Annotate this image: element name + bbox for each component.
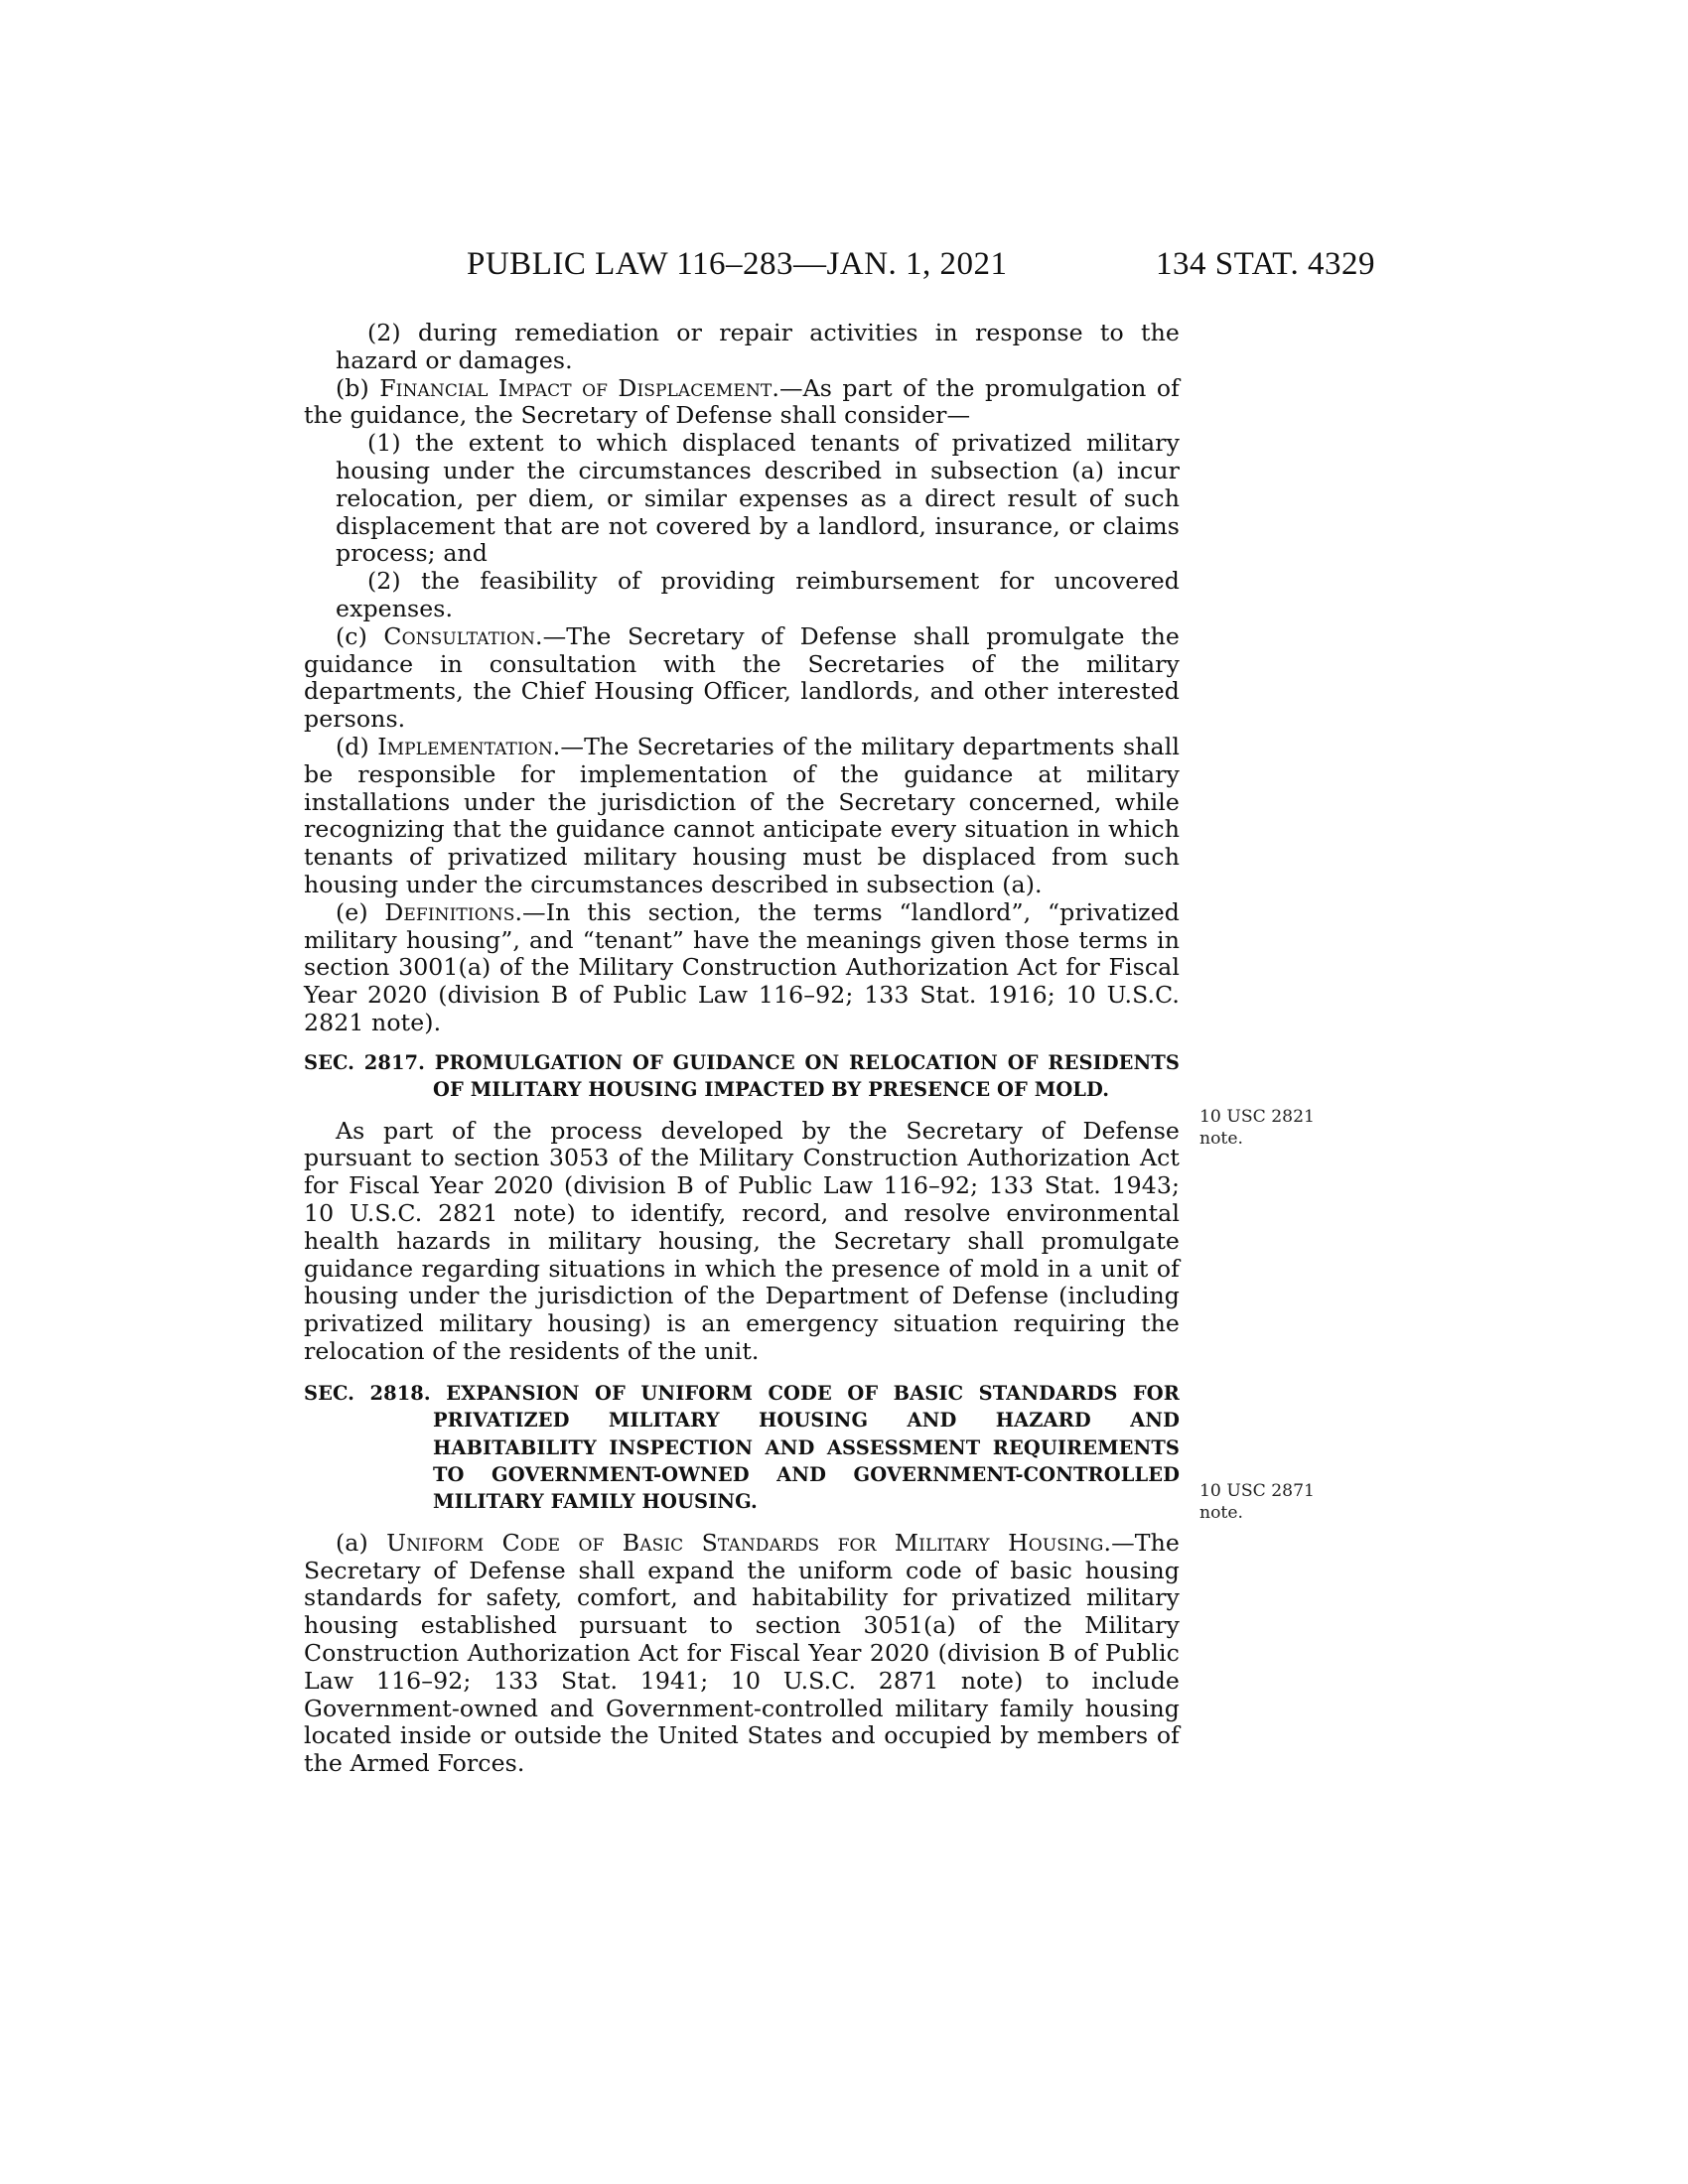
paragraph-d: [304, 734, 1180, 899]
paragraph-b2-text: (2) the feasibility of providing reimbursement for uncovered expenses.: [336, 567, 1180, 622]
paragraph-e-heading: Definitions: [384, 897, 515, 926]
paragraph-d-num: (d): [336, 732, 378, 760]
margin-note-2818-line2: note.: [1199, 1503, 1243, 1523]
margin-note-2817-line1: 10 USC 2821: [1199, 1107, 1315, 1127]
header-title: PUBLIC LAW 116–283—JAN. 1, 2021: [467, 246, 1008, 282]
main-text-column: [304, 320, 1180, 1778]
header-stat-page: 134 STAT. 4329: [1155, 246, 1375, 282]
paragraph-b1-text: (1) the extent to which displaced tenants of privatized military housing under the circumstances described in subsection (a) incur relocation, per diem, or similar expenses as a direct result of such displacement that are not covered by a landlord, insurance, or claims process; and: [336, 429, 1180, 568]
paragraph-d-text: .—The Secretaries of the military departments shall be responsible for implementation of the guidance at military installations under the jurisdiction of the Secretary concerned, while recognizing that the guidance cannot anticipate every situation in which tenants of privatized military housing must be displaced from such housing under the circumstances described in subsection (a).: [304, 732, 1180, 898]
paragraph-b1: [304, 430, 1180, 568]
paragraph-c-heading: Consultation: [383, 621, 535, 650]
section-2817-heading: [304, 1049, 1180, 1104]
section-2817-body-text: As part of the process developed by the Secretary of Defense pursuant to section 3053 of the Military Construction Authorization Act for Fiscal Year 2020 (division B of Public Law 116–92; 133 Stat. 1943; 10 U.S.C. 2821 note) to identify, record, and resolve environmental health hazards in military housing, the Secretary shall promulgate guidance regarding situations in which the presence of mold in a unit of housing under the jurisdiction of the Department of Defense (including privatized military housing) is an emergency situation requiring the relocation of the residents of the unit.: [304, 1116, 1180, 1365]
paragraph-b-heading: Financial Impact of Displacement: [379, 373, 773, 402]
paragraph-c: [304, 623, 1180, 734]
section-2817-body: [304, 1118, 1180, 1366]
margin-note-section-2817: [1199, 1106, 1315, 1150]
margin-note-2818-line1: 10 USC 2871: [1199, 1481, 1315, 1501]
paragraph-e-num: (e): [336, 897, 385, 926]
paragraph-b-text: .—As part of the promulgation of the guidance, the Secretary of Defense shall consider—: [304, 373, 1180, 430]
section-2818-a-text: .—The Secretary of Defense shall expand the uniform code of basic housing standards for safety, comfort, and habitability for privatized military housing established pursuant to section 3051(a) of the Military Construction Authorization Act for Fiscal Year 2020 (division B of Public Law 116–92; 133 Stat. 1941; 10 U.S.C. 2871 note) to include Government-owned and Government-controlled military family housing located inside or outside the United States and occupied by members of the Armed Forces.: [304, 1528, 1180, 1778]
paragraph-b-num: (b): [336, 373, 380, 402]
margin-note-2817-line2: note.: [1199, 1129, 1243, 1149]
paragraph-e-text: .—In this section, the terms “landlord”, “privatized military housing”, and “tenant” have the meanings given those terms in section 3001(a) of the Military Construction Authorization Act for Fiscal Year 2020 (division B of Public Law 116–92; 133 Stat. 1916; 10 U.S.C. 2821 note).: [304, 897, 1180, 1036]
paragraph-a2-text: (2) during remediation or repair activities in response to the hazard or damages.: [336, 319, 1180, 374]
section-2818-a-num: (a): [336, 1528, 387, 1557]
paragraph-c-num: (c): [336, 621, 384, 650]
paragraph-b2: [304, 568, 1180, 623]
section-2818-heading-text: SEC. 2818. EXPANSION OF UNIFORM CODE OF BASIC STANDARDS FOR PRIVATIZED MILITARY HOUSING AND HAZARD AND HABITABILITY INSPECTION AND ASSESSMENT REQUIREMENTS TO GOVERNMENT-OWNED AND GOVERNMENT-CONTROLLED MILITARY FAMILY HOUSING.: [304, 1381, 1180, 1514]
running-header: [467, 246, 1375, 286]
section-2818-heading: [304, 1380, 1180, 1516]
paragraph-a2: [304, 320, 1180, 375]
paragraph-d-heading: Implementation: [377, 732, 553, 760]
section-2817-heading-text: SEC. 2817. PROMULGATION OF GUIDANCE ON RELOCATION OF RESIDENTS OF MILITARY HOUSING IMPACTED BY PRESENCE OF MOLD.: [304, 1050, 1180, 1102]
section-2818-a: [304, 1530, 1180, 1778]
margin-note-section-2818: [1199, 1480, 1315, 1524]
paragraph-b: [304, 375, 1180, 431]
paragraph-e: [304, 899, 1180, 1037]
paragraph-c-text: .—The Secretary of Defense shall promulgate the guidance in consultation with the Secretaries of the military departments, the Chief Housing Officer, landlords, and other interested persons.: [304, 621, 1180, 734]
section-2818-a-heading: Uniform Code of Basic Standards for Military Housing: [386, 1528, 1104, 1557]
